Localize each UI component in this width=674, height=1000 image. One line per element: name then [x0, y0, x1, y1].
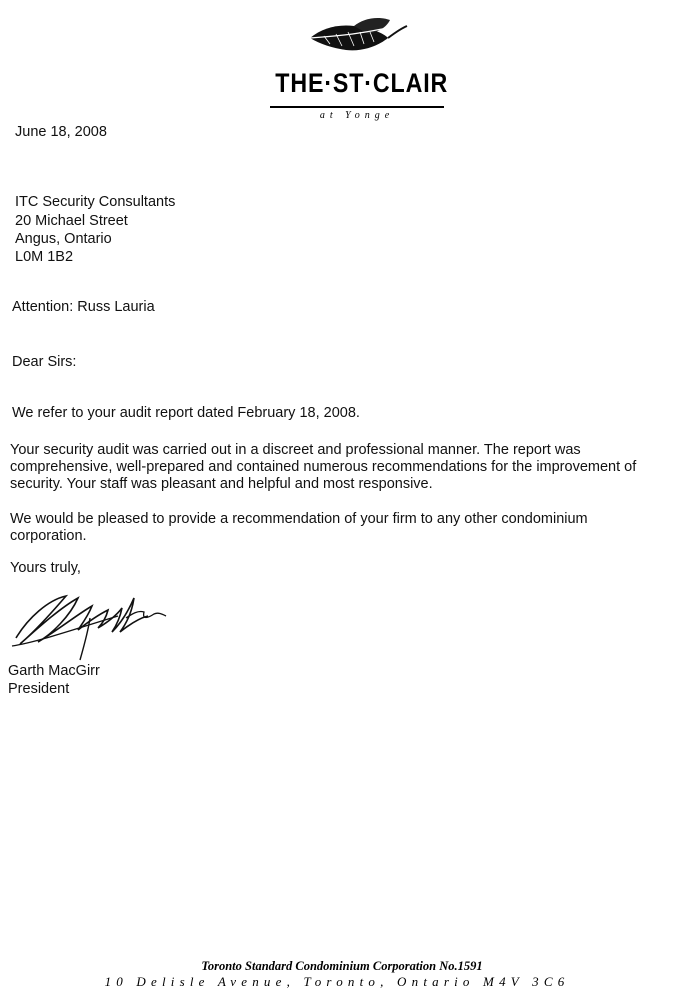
paragraph-line: corporation.	[10, 528, 87, 544]
recipient-postal: L0M 1B2	[15, 249, 74, 265]
paragraph-line: comprehensive, well-prepared and contained numerous recommendations for the improvement of	[10, 459, 637, 475]
paragraph-line: security. Your staff was pleasant and helpful and most responsive.	[10, 476, 433, 492]
body-paragraph-3	[10, 511, 588, 545]
recipient-street: 20 Michael Street	[15, 213, 128, 229]
handwritten-signature	[8, 588, 173, 664]
letterhead-logo	[262, 14, 452, 121]
body-paragraph-2	[10, 442, 636, 493]
letterhead-rule	[270, 106, 444, 108]
recipient-city: Angus, Ontario	[15, 231, 112, 247]
signatory-title: President	[8, 681, 70, 697]
footer-address: 10 Delisle Avenue, Toronto, Ontario M4V 3C6	[104, 974, 570, 989]
paragraph-line: We would be pleased to provide a recommendation of your firm to any other condominium	[10, 511, 588, 527]
attention-line: Attention: Russ Lauria	[12, 299, 155, 315]
body-paragraph-1: We refer to your audit report dated February 18, 2008.	[12, 405, 360, 421]
leaf-icon	[304, 14, 408, 60]
footer-corporation: Toronto Standard Condominium Corporation No.1591	[201, 959, 483, 973]
letterhead-name: THE·ST·CLAIR	[275, 68, 449, 98]
signatory-name: Garth MacGirr	[8, 663, 100, 679]
closing: Yours truly,	[10, 560, 81, 576]
letterhead-subtitle: at Yonge	[319, 110, 395, 121]
recipient-company: ITC Security Consultants	[15, 194, 176, 210]
salutation: Dear Sirs:	[12, 354, 77, 370]
paragraph-line: Your security audit was carried out in a discreet and professional manner. The report was	[10, 442, 581, 458]
letter-date: June 18, 2008	[15, 124, 107, 140]
